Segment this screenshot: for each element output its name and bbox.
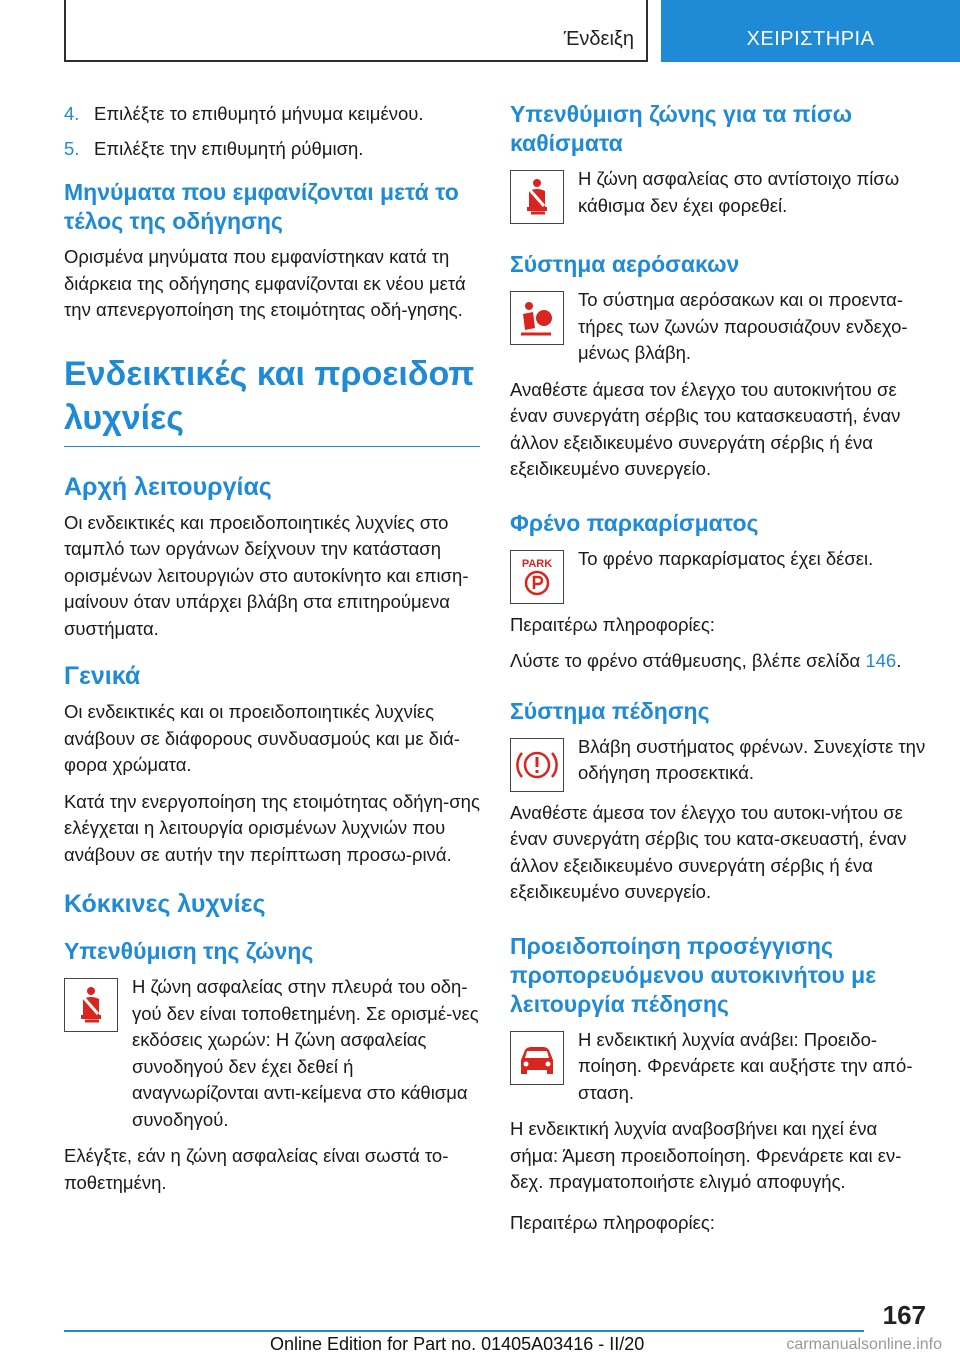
park-icon-label: PARK — [521, 557, 553, 570]
paragraph-airbag-2: Αναθέστε άμεσα τον έλεγχο του αυτοκινήτου σε έναν συνεργάτη σέρβις του κατασκευαστή, έναν άλλον εξειδικευμένο συνεργάτη σέρβις ή ένα εξειδικευμένο συνεργείο. — [510, 378, 901, 479]
car-warning-icon — [510, 1031, 564, 1085]
chapter-title: Ενδεικτικές και προειδοπ λυχνίες — [64, 352, 480, 447]
heading-brake-system: Σύστημα πέδησης — [510, 697, 710, 724]
heading-principle: Αρχή λειτουργίας — [64, 472, 272, 501]
page-header — [64, 0, 960, 64]
page-reference-link[interactable]: 146 — [865, 650, 897, 671]
right-column — [510, 100, 926, 1246]
step-5 — [64, 135, 480, 162]
paragraph-brake-2: Αναθέστε άμεσα τον έλεγχο του αυτοκι-νήτου σε έναν συνεργάτη σέρβις του κατα-σκευαστή, έναν άλλον εξειδικευμένο συνεργάτη σέρβις ή ένα εξειδικευμένο συνεργείο. — [510, 801, 907, 902]
paragraph-rear-belt: Η ζώνη ασφαλείας στο αντίστοιχο πίσω κάθισμα δεν έχει φορεθεί. — [578, 168, 900, 216]
heading-rear-belt: Υπενθύμιση ζώνης για τα πίσω καθίσματα — [510, 101, 853, 156]
paragraph-after-trip: Ορισμένα μηνύματα που εμφανίστηκαν κατά τη διάρκεια της οδήγησης εμφανίζονται εκ νέου μετά την απενεργοποίηση της ετοιμότητας οδή-γησης. — [64, 246, 466, 320]
paragraph-park-1: Το φρένο παρκαρίσματος έχει δέσει. — [578, 547, 874, 569]
paragraph-principle: Οι ενδεικτικές και προειδοποιητικές λυχνίες στο ταμπλό των οργάνων δείχνουν την κατάσταση ορισμένων λειτουργιών στο αυτοκίνητο και επιση-μαίνουν όταν υπάρχει βλάβη στα επιτηρούμενα συστήματα. — [64, 511, 469, 639]
step-4 — [64, 100, 480, 127]
paragraph-park-3 — [510, 648, 926, 675]
paragraph-collision-1: Η ενδεικτική λυχνία ανάβει: Προειδο-ποίηση. Φρενάρετε και αυξήστε την από-σταση. — [578, 1028, 913, 1103]
brake-warning-icon — [510, 738, 564, 792]
park-text-end: . — [896, 650, 902, 671]
collision-warning-block — [510, 1027, 926, 1107]
footer-divider — [64, 1330, 864, 1332]
parking-brake-icon — [510, 550, 564, 604]
paragraph-general-2: Κατά την ενεργοποίηση της ετοιμότητας οδήγη-σης ελέγχεται η λειτουργία ορισμένων λυχνιών που ανάβουν σε αυτήν την περίπτωση προσω-ρινά. — [64, 790, 480, 865]
paragraph-park-2: Περαιτέρω πληροφορίες: — [510, 613, 715, 635]
heading-red-lights: Κόκκινες λυχνίες — [64, 890, 266, 918]
paragraph-collision-3: Περαιτέρω πληροφορίες: — [510, 1211, 715, 1233]
heading-general: Γενικά — [64, 662, 141, 690]
heading-airbag: Σύστημα αερόσακων — [510, 251, 740, 277]
belt-warning-block — [64, 974, 480, 1133]
step-text: Επιλέξτε το επιθυμητό μήνυμα κειμένου. — [94, 103, 424, 124]
seatbelt-icon — [510, 170, 564, 224]
heading-belt-reminder: Υπενθύμιση της ζώνης — [64, 938, 314, 964]
airbag-icon — [510, 291, 564, 345]
paragraph-belt-1: Η ζώνη ασφαλείας στην πλευρά του οδη-γού δεν είναι τοποθετημένη. Σε ορισμέ-νες εκδόσεις χωρών: Η ζώνη ασφαλείας συνοδηγού δεν έχει δεθεί ή αναγνωρίζονται αντι-κείμενα στο κάθισμα συνοδηγού. — [132, 976, 479, 1130]
page-number: 167 — [882, 1300, 926, 1330]
step-number: 4. — [64, 103, 80, 124]
paragraph-airbag-1: Το σύστημα αερόσακων και οι προεντα-τήρες των ζωνών παρουσιάζουν ενδεχο-μένως βλάβη. — [578, 289, 908, 363]
rear-belt-block — [510, 166, 926, 224]
airbag-block — [510, 287, 926, 367]
heading-after-trip: Μηνύματα που εμφανίζονται μετά το τέλος της οδήγησης — [64, 179, 459, 234]
paragraph-collision-2: Η ενδεικτική λυχνία αναβοσβήνει και ηχεί ένα σήμα: Άμεση προειδοποίηση. Φρενάρετε και εν-δεχ. πραγματοποιήστε ελιγμό αποφυγής. — [510, 1118, 902, 1192]
chapter-tab: ΧΕΙΡΙΣΤΗΡΙΑ — [661, 0, 960, 62]
section-tab: Ένδειξη — [64, 0, 648, 62]
step-text: Επιλέξτε την επιθυμητή ρύθμιση. — [94, 138, 364, 159]
park-text: Λύστε το φρένο στάθμευσης, βλέπε σελίδα — [510, 650, 866, 671]
left-column — [64, 100, 480, 1206]
parking-brake-block — [510, 546, 926, 604]
heading-parking-brake: Φρένο παρκαρίσματος — [510, 509, 759, 536]
seatbelt-icon — [64, 978, 118, 1032]
paragraph-belt-2: Ελέγξτε, εάν η ζώνη ασφαλείας είναι σωστά το-ποθετημένη. — [64, 1145, 449, 1193]
step-number: 5. — [64, 138, 80, 159]
heading-collision-warning: Προειδοποίηση προσέγγισης προπορευόμενου αυτοκινήτου με λειτουργία πέδησης — [510, 932, 877, 1017]
paragraph-general-1: Οι ενδεικτικές και οι προειδοποιητικές λυχνίες ανάβουν σε διάφορους συνδυασμούς και με διά-φορα χρώματα. — [64, 701, 460, 775]
paragraph-brake-1: Βλάβη συστήματος φρένων. Συνεχίστε την οδήγηση προσεκτικά. — [578, 735, 926, 783]
brake-system-block — [510, 734, 926, 792]
footer-edition: Online Edition for Part no. 01405A03416 - II/20 — [270, 1334, 645, 1354]
footer-watermark: carmanualsonline.info — [786, 1336, 942, 1353]
